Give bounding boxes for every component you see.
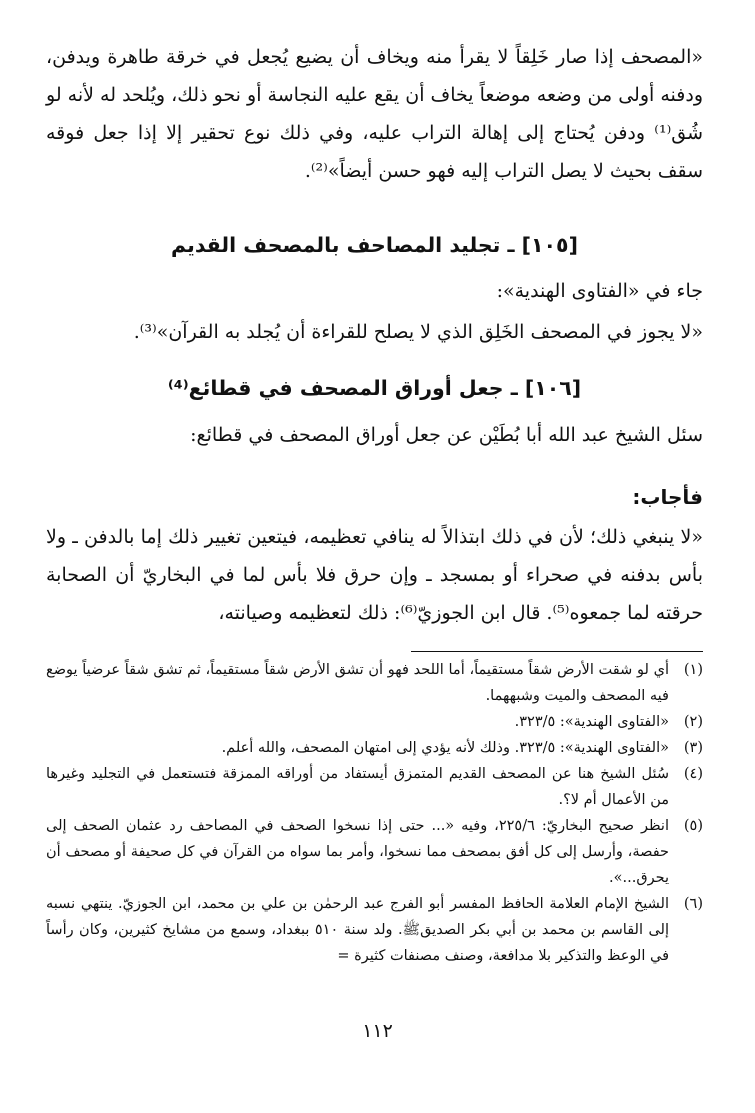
footnote — [46, 891, 703, 969]
footnote-number: (٤) — [683, 766, 703, 782]
body-paragraph: «لا ينبغي ذلك؛ لأن في ذلك ابتذالاً له ينافي تعظيمه، فيتعين تغيير ذلك إما بالدفن ـ ولا بأس بدفنه في صحراء أو بمسجد ـ وإن حرق فلا بأس لما في البخاريّ أن الصحابة حرقته لما جمعوه⁽⁵⁾. قال ابن الجوزيّ⁽⁶⁾: ذلك لتعظيمه وصيانته، — [46, 526, 703, 624]
answer-label-block — [46, 482, 703, 512]
footnote — [46, 735, 703, 761]
footnote-text: أي لو شقت الأرض شقاً مستقيماً، أما اللحد فهو أن تشق الأرض شقاً مستقيماً، ثم تشق شقاً عرضياً يوضع فيه المصحف والميت وشبههما. — [46, 662, 669, 704]
paragraph-intro-2 — [46, 272, 703, 310]
page-number: ١١٢ — [362, 1020, 393, 1042]
paragraph-quote-2 — [46, 313, 703, 351]
footnote-number: (٣) — [683, 740, 703, 756]
body-paragraph: «لا يجوز في المصحف الخَلِق الذي لا يصلح للقراءة أن يُجلد به القرآن»⁽³⁾. — [133, 321, 703, 343]
footnote — [46, 761, 703, 813]
section-heading: [١٠٦] ـ جعل أوراق المصحف في قطائع⁽⁴⁾ — [167, 376, 582, 400]
body-paragraph: «المصحف إذا صار خَلِقاً لا يقرأ منه ويخاف أن يضيع يُجعل في خرقة طاهرة ويدفن، ودفنه أولى من وضعه موضعاً يخاف أن يقع عليه النجاسة أو نحو ذلك، ويُلحد له لأنه لو شُق⁽¹⁾ ودفن يُحتاج إلى إهالة التراب عليه، وفي ذلك نوع تحقير إلا إذا جعل فوقه سقف بحيث لا يصل التراب إليه فهو حسن أيضاً»⁽²⁾. — [46, 46, 703, 182]
footnote-text: «الفتاوى الهندية»: ٣٢٣/٥. وذلك لأنه يؤدي إلى امتهان المصحف، والله أعلم. — [221, 740, 669, 756]
section-heading: [١٠٥] ـ تجليد المصاحف بالمصحف القديم — [171, 233, 578, 257]
footnotes — [46, 657, 703, 969]
footnote — [46, 709, 703, 735]
footnote-text: «الفتاوى الهندية»: ٣٢٣/٥. — [514, 714, 669, 730]
section-heading-106 — [46, 373, 703, 403]
footnote-text: انظر صحيح البخاريّ: ٢٢٥/٦، وفيه «... حتى إذا نسخوا الصحف في المصاحف رد عثمان الصحف إلى حفصة، وأرسل إلى كل أفق بمصحف مما نسخوا، وأمر بما سواه من القرآن في كل صحيفة أو مصحف أن يحرق...». — [46, 818, 669, 886]
paragraph-answer — [46, 518, 703, 632]
answer-label: فأجاب: — [632, 485, 703, 509]
paragraph-quote-1 — [46, 38, 703, 190]
body-paragraph: سئل الشيخ عبد الله أبا بُطَيْن عن جعل أوراق المصحف في قطائع: — [190, 424, 703, 446]
footnote-number: (٦) — [683, 896, 703, 912]
footnote — [46, 657, 703, 709]
footnote-text: سُئل الشيخ هنا عن المصحف القديم المتمزق أيستفاد من أوراقه الممزقة فتستعمل في التجليد وغيرها من الأعمال أم لا؟. — [46, 766, 669, 808]
body-paragraph: جاء في «الفتاوى الهندية»: — [496, 280, 703, 302]
footnote-text: الشيخ الإمام العلامة الحافظ المفسر أبو الفرج عبد الرحمٰن بن علي بن محمد، ابن الجوزيّ. ينتهي نسبه إلى القاسم بن محمد بن أبي بكر الصديقﷺ. ولد سنة ٥١٠ ببغداد، وسمع من مشايخ كثيرين، وكان رأساً في الوعظ والتذكير بلا مدافعة، وصنف مصنفات كثيرة = — [46, 896, 669, 964]
footnote-separator — [411, 651, 703, 652]
footnote-number: (٢) — [683, 714, 703, 730]
footnote-number: (٥) — [683, 818, 703, 834]
footnote — [46, 813, 703, 891]
footnote-number: (١) — [683, 662, 703, 678]
paragraph-question — [46, 416, 703, 454]
section-heading-105 — [46, 230, 703, 260]
